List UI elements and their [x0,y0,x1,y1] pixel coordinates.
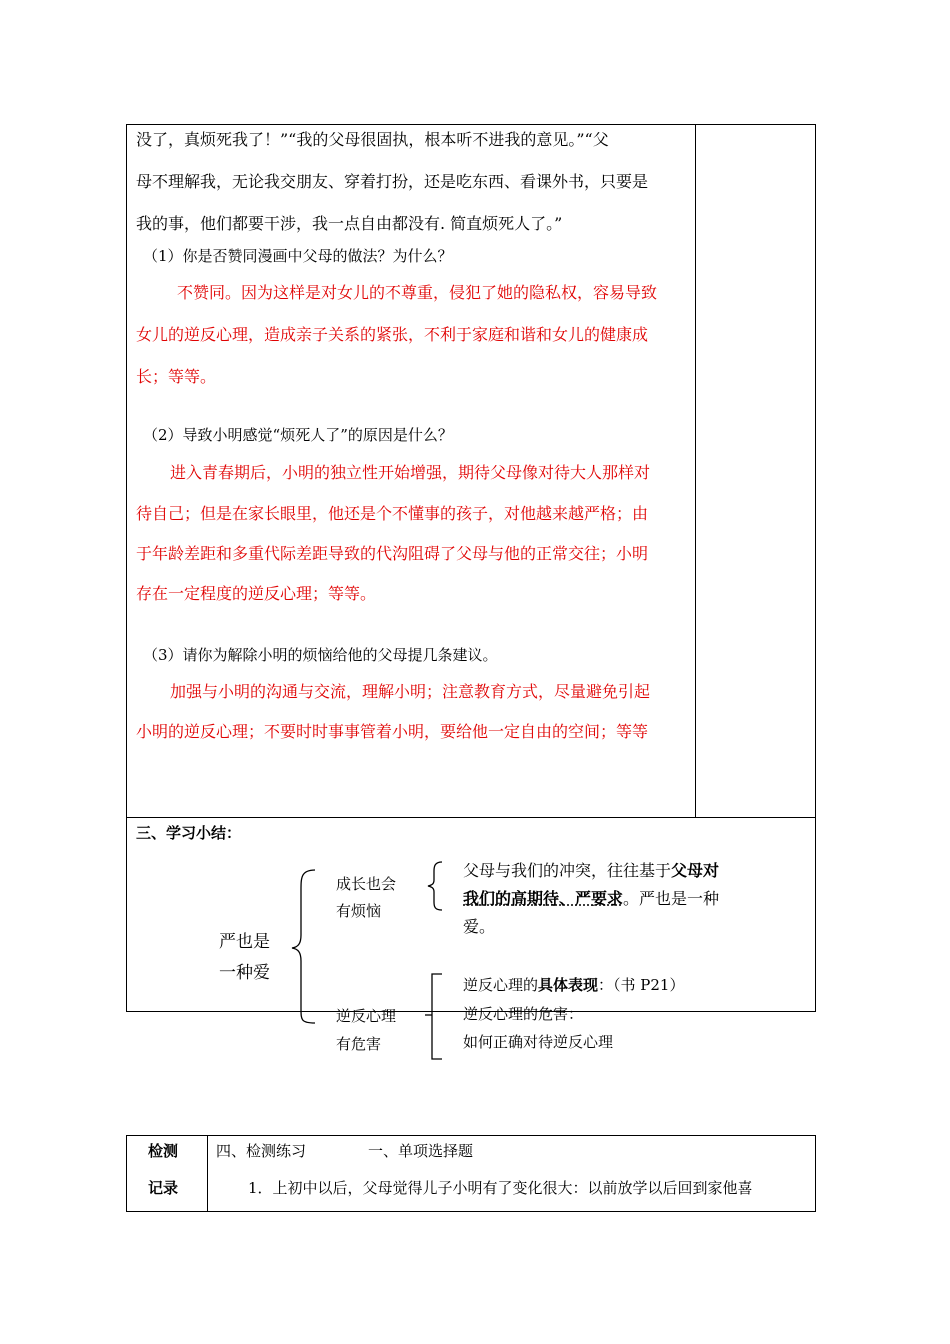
root-node-line-2: 一种爱 [219,963,270,983]
practice-subheading: 一、单项选择题 [368,1142,474,1160]
detail-plain: 父母与我们的冲突，往往基于 [463,861,672,880]
answer-1-line-2: 女儿的逆反心理，造成亲子关系的紧张，不利于家庭和谐和女儿的健康成 [136,325,649,344]
answer-1-line-3: 长；等等。 [136,367,217,386]
item-tail: ：（书 P21） [598,976,685,994]
detail-bold: 我们的高期待、严要求 [463,889,624,908]
practice-heading: 四、检测练习 [216,1142,307,1160]
answer-2-line-1: 进入青春期后，小明的独立性开始增强，期待父母像对待大人那样对 [170,463,651,482]
branch-1-detail-line-3: 爱。 [463,917,496,936]
branch-1-line-2: 有烦恼 [336,902,382,920]
detail-bold: 父母对 [671,861,720,880]
answer-3-line-2: 小明的逆反心理；不要时时事事管着小明，要给他一定自由的空间；等等 [136,722,649,741]
answer-2-line-3: 于年龄差距和多重代际差距导致的代沟阻碍了父母与他的正常交往；小明 [136,544,649,563]
answer-1-line-1: 不赞同。因为这样是对女儿的不尊重，侵犯了她的隐私权，容易导致 [177,283,658,302]
answer-3-line-1: 加强与小明的沟通与交流，理解小明；注意教育方式，尽量避免引起 [170,682,651,701]
branch-2-line-2: 有危害 [336,1035,382,1053]
intro-line-2: 母不理解我，无论我交朋友、穿着打扮，还是吃东西、看课外书，只要是 [136,172,649,191]
branch-1-line-1: 成长也会 [336,875,397,893]
branch-2-item-1 [463,975,684,995]
record-label-2: 记录 [148,1179,179,1197]
item-plain: 逆反心理的 [463,976,539,994]
answer-2-line-4: 存在一定程度的逆反心理；等等。 [136,584,377,603]
intro-line-3: 我的事，他们都要干涉，我一点自由都没有. 简直烦死人了。” [136,214,563,233]
question-3: （3）请你为解除小明的烦恼给他的父母提几条建议。 [143,646,498,664]
summary-heading: 三、学习小结： [136,824,242,842]
detail-plain: 。严也是一种 [623,889,720,908]
record-label-1: 检测 [148,1142,179,1160]
branch-2-line-1: 逆反心理 [336,1007,397,1025]
question-2: （2）导致小明感觉“烦死人了”的原因是什么？ [143,426,453,444]
branch-2-item-3: 如何正确对待逆反心理 [463,1033,614,1051]
branch-1-detail-line-1 [463,861,719,881]
item-bold: 具体表现 [538,976,599,994]
practice-table-divider [207,1135,208,1212]
question-1: （1）你是否赞同漫画中父母的做法？为什么？ [143,247,453,265]
branch-2-item-2: 逆反心理的危害： [463,1005,584,1023]
root-node-line-1: 严也是 [219,932,270,952]
practice-question-1: 1．上初中以后，父母觉得儿子小明有了变化很大：以前放学以后回到家他喜 [248,1179,753,1197]
branch-1-detail-line-2 [463,889,719,909]
intro-line-1: 没了，真烦死我了！”“我的父母很固执，根本听不进我的意见。”“父 [136,130,609,149]
answer-2-line-2: 待自己；但是在家长眼里，他还是个不懂事的孩子，对他越来越严格；由 [136,504,649,523]
